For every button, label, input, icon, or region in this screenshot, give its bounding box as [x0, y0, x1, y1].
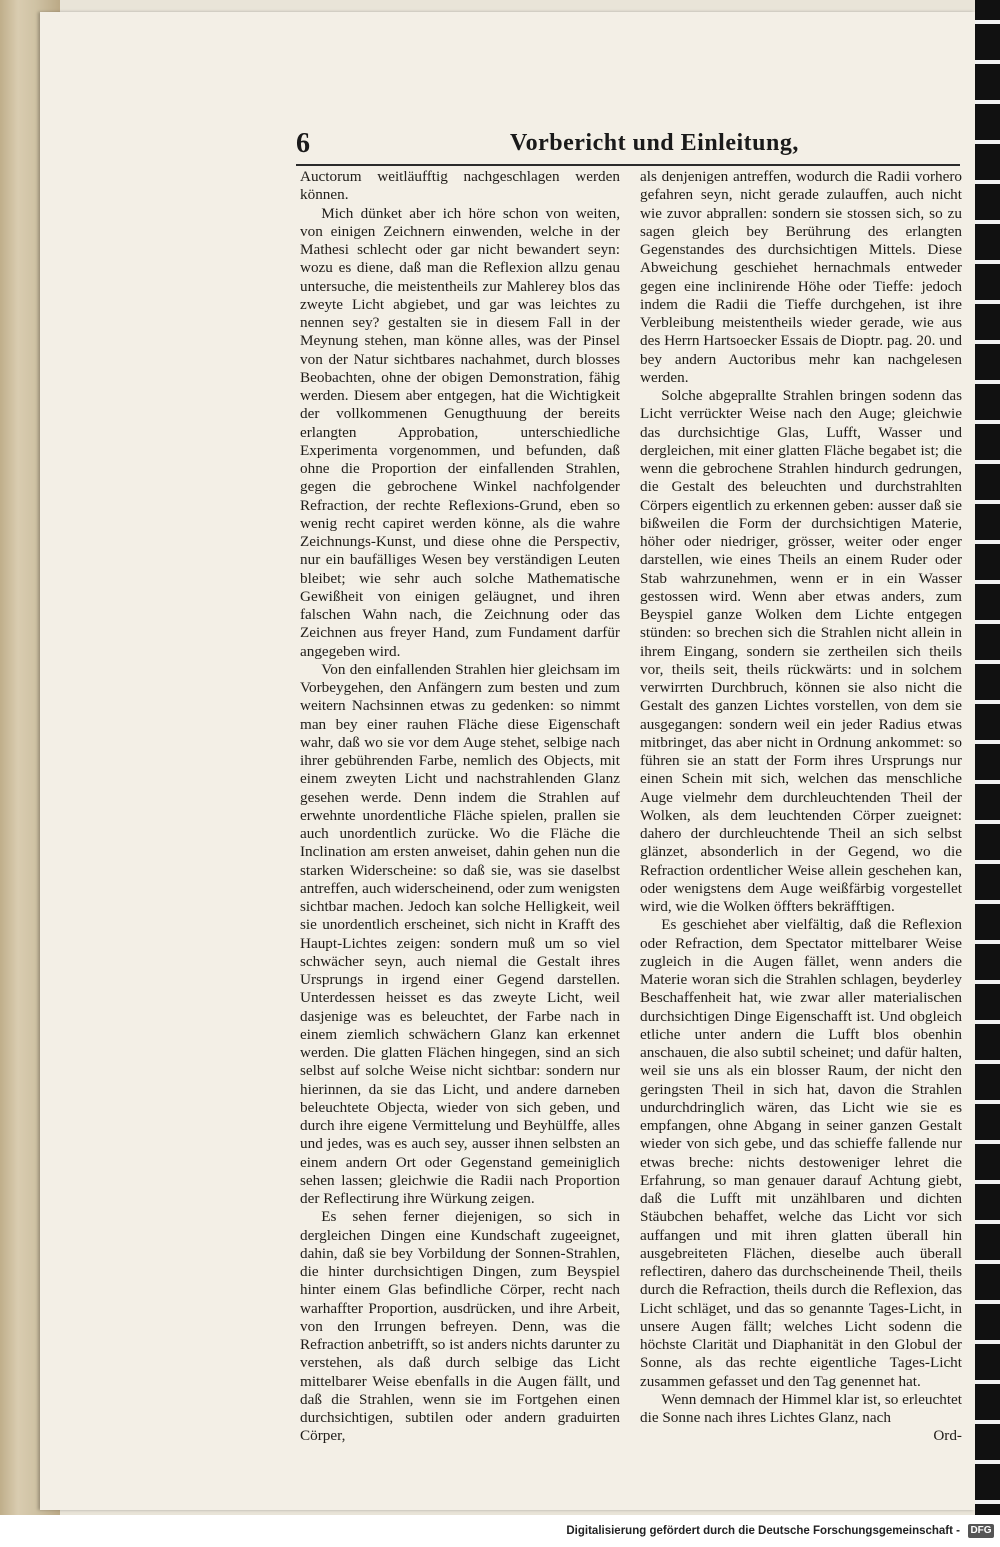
ruler-tick: [975, 300, 1000, 304]
ruler-tick: [975, 100, 1000, 104]
running-title: Vorbericht und Einleitung,: [510, 130, 799, 156]
paragraph: Solche abgeprallte Strahlen bringen sodenn das Licht verrückter Weise nach den Auge; gleichwie das durchsichtige Glas, Lufft, Wasser und dergleichen, mit einer glatten Fläche begabet ist; die wenn die gebrochene Strahlen hindurch gedrungen, die Gestalt des beleuchten und durchstrahlten Cörpers eigentlich zu erkennen geben: ausser daß sie bißweilen die Form der durchsichtigen Materie, höher oder niedriger, grösser, weiter oder enger darstellen, wie eines Theils an einem Ruder oder Stab wahrzunehmen, wenn er in ein Wasser gestossen wird. Wenn aber etwas anders, zum Beyspiel ganze Wolken dem Lichte entgegen stünden: so brechen sich die Strahlen nicht allein in ihrem Eingang, sondern sie zertheilen sich theils vor, theils seit, theils rückwärts: und in solchem verwirrten Durchbruch, können sie also nicht die Gestalt des ganzen Lichtes vorstellen, von dem sie ausgegangen: sondern weil ein jeder Radius etwas mitbringet, das aber nicht in Ordnung ankommet: so führen sie an statt der Form ihres Ursprungs nur einen Schein mit sich, welchen das menschliche Auge vielmehr dem durchleuchtenden Theil der Wolken, als dem leuchtenden Cörper zueignet: dahero der durchleuchtende Theil an sich selbst glänzet, absonderlich in der Gegend, wo die Refraction ordentlicher Weise allein geschehen kan, oder wenigstens dem Auge weißfärbig vorgestellet wird, wie die Wolken öffters bekräfftigen.: [640, 387, 962, 915]
ruler-tick: [975, 1180, 1000, 1184]
paragraph: Wenn demnach der Himmel klar ist, so erleuchtet die Sonne nach ihres Lichtes Glanz, nach: [640, 1390, 963, 1426]
ruler-tick: [975, 1460, 1000, 1464]
ruler-tick: [975, 820, 1000, 824]
ruler-tick: [975, 460, 1000, 464]
header-rule: [296, 164, 960, 166]
ruler-tick: [975, 700, 1000, 704]
paragraph: Mich dünket aber ich höre schon von weiten, von einigen Zeichnern einwenden, welche in der Mathesi schlecht oder gar nicht bewandert seyn: wozu es diene, daß man die Reflexion allzu genau untersuche, die meistentheils zur Mahlerey blos das zweyte Licht abgiebet, und gar was leichtes zu nennen sey? gestalten sie in diesem Fall in der Meynung stehen, man könne alles, was der Pinsel von der Natur sichtbares nachahmet, durch blosses Beobachten, ohne der obigen Demonstration, fähig werden. Diesem aber entgegen, hat die Wichtigkeit der vollkommenen Genugthuung der bereits erlangten Approbation, unterschiedliche Experimenta vorgenommen, und befunden, daß ohne die Proportion der einfallenden Strahlen, gegen die gebrochene Winkel nachfolgender Refraction, der rechte Reflexions-Grund, eben so wenig recht capiret werden könne, als die wahre Zeichnungs-Kunst, und diese ohne die Perspectiv, nur ein baufälliges Wesen bey verständigen Leuten bleibet; wie sehr auch solche Mathematische Gewißheit von einigen geläugnet, und ihren falschen Wahn nach, die Zeichnung oder das Zeichnen aus freyer Hand, zum Fundament darfür angegeben wird.: [300, 204, 620, 660]
right-column: [640, 168, 962, 1446]
ruler-tick: [975, 180, 1000, 184]
ruler-tick: [975, 1220, 1000, 1224]
ruler-tick: [975, 1260, 1000, 1264]
ruler-tick: [975, 1500, 1000, 1504]
ruler-tick: [975, 940, 1000, 944]
ruler-tick: [975, 540, 1000, 544]
ruler-tick: [975, 500, 1000, 504]
paragraph: Von den einfallenden Strahlen hier gleichsam im Vorbeygehen, den Anfängern zum besten und zum weitern Nachsinnen etwas zu gedenken: so nimmt man bey einer rauhen Fläche diese Eigenschaft wahr, daß wo sie vor dem Auge stehet, selbige nach ihrer gebührenden Farbe, nemlich des Objects, mit einem zweyten Licht und nachstrahlenden Glanz gesehen werde. Denn indem die Strahlen auf erwehnte unordentliche Fläche spielen, prallen sie auch unordentlich zurücke. Wo die Fläche die Inclination am ersten anweiset, dahin gehen nun die starken Widerscheine: so daß sie, was sie daselbst antreffen, auch widerscheinend, oder zum wenigsten sichtbar machen. Jedoch kan solche Helligkeit, weil sie unordentlich erscheinet, sich nicht in Krafft des Haupt-Lichtes zeigen: sondern muß um so viel schwächer seyn, auch niemal die Gestalt ihres Ursprungs in irgend einer Gegend darstellen. Unterdessen heisset es das zweyte Licht, weil dasjenige was es beleuchtet, der Farbe nach in einem ziemlich schwächern Glanz kan erkennet werden. Die glatten Flächen hingegen, sind an sich selbst auf solche Weise nicht sichtbar: sondern nur hierinnen, da sie das Licht, und andere darneben beleuchtete Objecta, wieder von sich geben, und durch ihre eigene Vermittelung und Beyhülffe, alles und jedes, was es auch sey, ausser ihnen selbsten an einem andern Ort oder Gegenstand gemeiniglich sehen lassen; gleichwie die Radii nach Proportion der Reflectirung ihre Würkung zeigen.: [300, 660, 620, 1207]
ruler-tick: [975, 580, 1000, 584]
ruler-tick: [975, 1020, 1000, 1024]
page-header: [296, 128, 971, 162]
ruler-tick: [975, 1420, 1000, 1424]
ruler-tick: [975, 20, 1000, 24]
ruler-tick: [975, 1060, 1000, 1064]
ruler-tick: [975, 620, 1000, 624]
paragraph: als denjenigen antreffen, wodurch die Radii vorhero gefahren seyn, nicht gerade zulauffen, auch nicht wie zuvor abprallen: sondern sie stossen sich, so zu sagen gleich bey Berührung des erlangten Gegenstandes des durchsichtigen Mittels. Diese Abweichung geschiehet hernachmals entweder gegen eine inclinirende Höhe oder Tieffe: jedoch indem die Radii die Tieffe durchgehen, ist ihre Verbleibung meistentheils wieder gerade, wie aus des Herrn Hartsoecker Essais de Dioptr. pag. 20. und bey andern Auctoribus mehr kan nachgelesen werden.: [640, 168, 962, 386]
page-number: 6: [296, 128, 310, 159]
ruler-tick: [975, 260, 1000, 264]
ruler-tick: [975, 220, 1000, 224]
ruler-tick: [975, 340, 1000, 344]
dfg-logo: DFG: [968, 1524, 994, 1538]
catchword: Ord-: [933, 1427, 962, 1445]
ruler-tick: [975, 1340, 1000, 1344]
ruler-tick: [975, 780, 1000, 784]
ruler-tick: [975, 1300, 1000, 1304]
paragraph: Auctorum weitläufftig nachgeschlagen werden können.: [300, 168, 620, 204]
paragraph: Es geschiehet aber vielfältig, daß die Reflexion oder Refraction, dem Spectator mittelbarer Weise zugleich in die Augen fället, wenn anders die Materie woran sich die Strahlen schlagen, beyderley Beschaffenheit hat, wie zwar aller materialischen durchsichtigen Dinge Eigenschafft ist. Und obgleich etliche unter andern die Lufft blos obenhin anschauen, die also subtil scheinet; und dafür halten, weil sie uns als ein blosser Raum, der nicht den geringsten Theil in sich hat, davon die Strahlen undurchdringlich wären, das Licht wie sie es empfangen, ohne Abgang in seiner ganzen Gestalt wieder von sich gebe, und das schieffe fallende nur etwas breche: nichts destoweniger lehret die Erfahrung, so man genauer darauf Achtung giebt, daß die Lufft mit unzählbaren und dichten Stäubchen behaffet, welche das Licht vor sich auffangen und mit ihren glatten überall hin ausgebreiteten Flächen, dieselbe auch überall reflectiren, dahero das durchscheinende Theil, theils durch die Refraction, theils durch die Reflexion, das Licht schläget, und das so genannte Tages-Licht, in unsere Augen fällt; welches Licht sodenn die höchste Clarität und Diaphanität in den Globul der Sonne, als das rechte eigentliche Tages-Licht zusammen gefasset und den Tag genennet hat.: [640, 916, 962, 1390]
left-column: [300, 168, 620, 1446]
ruler-tick: [975, 140, 1000, 144]
ruler-tick: [975, 380, 1000, 384]
scale-ruler: [975, 0, 1000, 1515]
paragraph: Es sehen ferner diejenigen, so sich in dergleichen Dingen eine Kundschaft zugeeignet, dahin, daß sie bey Vorbildung der Sonnen-Strahlen, die hinter durchsichtigen Dingen, zum Beyspiel hinter einem Glas befindliche Cörper, recht nach warhaffter Proportion, ausdrücken, und ihre Arbeit, von den Irrungen befreyen. Denn, was die Refraction anbetrifft, so ist anders nichts darunter zu verstehen, als daß durch selbige das Licht mittelbarer Weise ebenfalls in die Augen fällt, und daß die Strahlen, wenn sie im Fortgehen einen durchsichtigen, subtilen oder andern graduirten Cörper,: [300, 1208, 620, 1445]
footer-credit: Digitalisierung gefördert durch die Deutsche Forschungsgemeinschaft -: [566, 1525, 960, 1537]
ruler-tick: [975, 980, 1000, 984]
ruler-tick: [975, 900, 1000, 904]
ruler-tick: [975, 1380, 1000, 1384]
ruler-tick: [975, 660, 1000, 664]
ruler-tick: [975, 420, 1000, 424]
ruler-tick: [975, 1140, 1000, 1144]
ruler-tick: [975, 740, 1000, 744]
ruler-tick: [975, 1100, 1000, 1104]
ruler-tick: [975, 860, 1000, 864]
ruler-tick: [975, 60, 1000, 64]
footer: [0, 1515, 1000, 1547]
